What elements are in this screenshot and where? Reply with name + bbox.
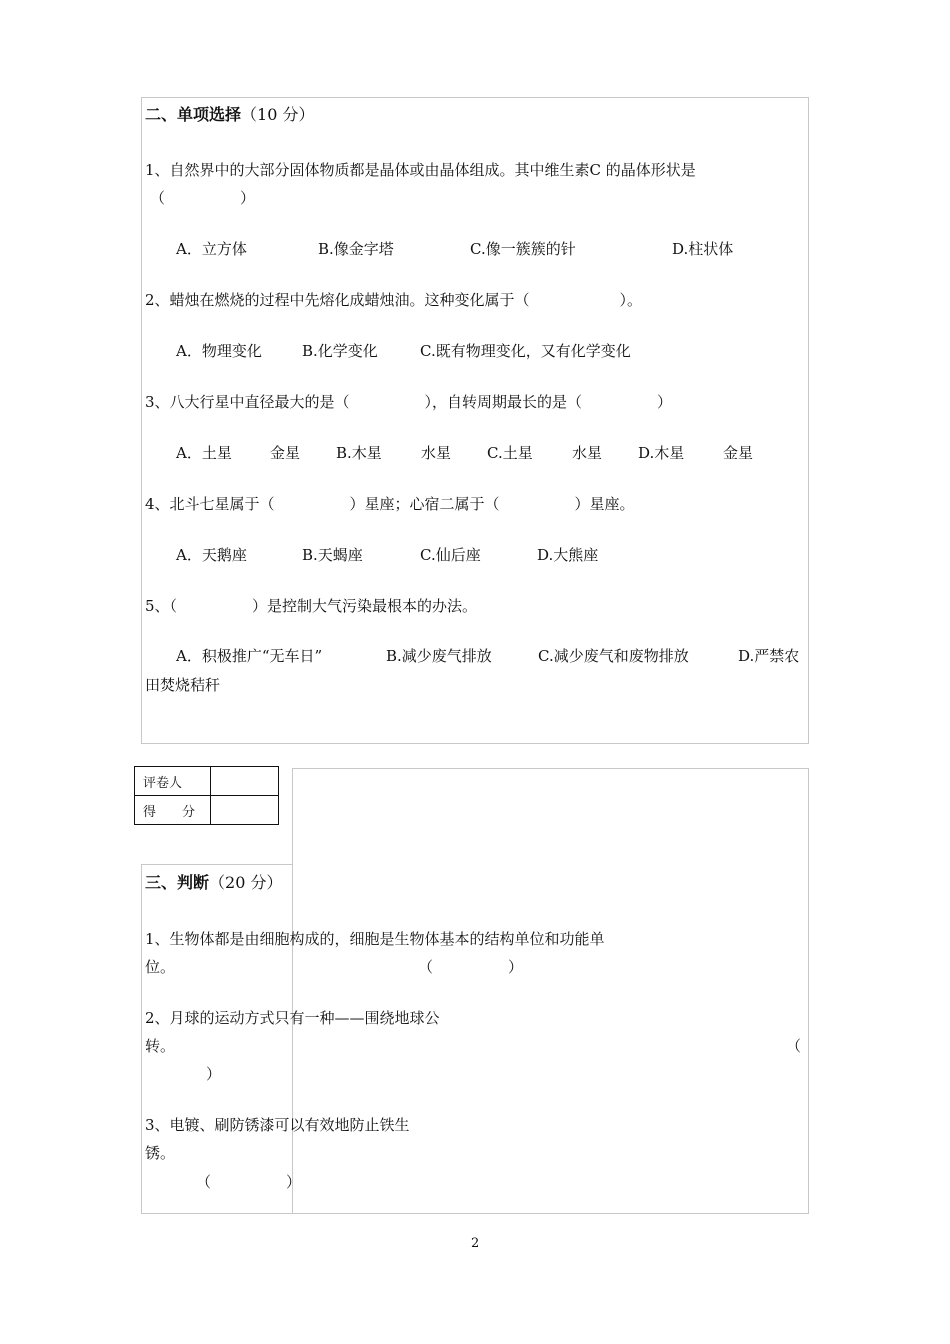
section3-frame-body xyxy=(141,864,809,1214)
question-text: 2、蜡烛在燃烧的过程中先熔化成蜡烛油。这种变化属于（ ）。 xyxy=(145,291,643,309)
score-label: 得 分 xyxy=(135,796,211,825)
score-field[interactable] xyxy=(211,796,279,825)
option-b: B.化学变化 xyxy=(302,342,378,360)
judgment-blank: （ ） xyxy=(196,1173,302,1191)
judgment-text-wrap: 锈。 xyxy=(145,1144,176,1162)
option-d-wrap: 田焚烧秸秆 xyxy=(145,676,221,694)
reviewer-label: 评卷人 xyxy=(135,767,211,796)
option-c: C.像一簇簇的针 xyxy=(470,240,576,258)
question-text: 3、八大行星中直径最大的是（ ），自转周期最长的是（ ） xyxy=(145,393,673,411)
section2-title: 二、单项选择 xyxy=(145,105,242,124)
section3-title: 三、判断 xyxy=(145,873,210,892)
reviewer-field[interactable] xyxy=(211,767,279,796)
option-c: C.减少废气和废物排放 xyxy=(538,647,689,665)
option-a: A．积极推广“无车日” xyxy=(176,647,323,665)
option-a-second: 金星 xyxy=(270,444,301,462)
score-row xyxy=(135,796,279,825)
question-text: 4、北斗七星属于（ ）星座；心宿二属于（ ）星座。 xyxy=(145,495,635,513)
option-a: A．天鹅座 xyxy=(176,546,247,564)
frame-step-horizontal xyxy=(141,864,293,865)
reviewer-row xyxy=(135,767,279,796)
page-number: 2 xyxy=(471,1236,480,1251)
judgment-blank-close: ） xyxy=(206,1065,222,1083)
frame-step-vertical xyxy=(292,768,293,865)
score-table xyxy=(134,766,279,825)
option-d-second: 金星 xyxy=(723,444,754,462)
section2-points: （10 分） xyxy=(241,105,315,124)
option-a: A．土星 xyxy=(176,444,232,462)
section2-heading xyxy=(145,104,314,126)
option-b: B.木星 xyxy=(336,444,382,462)
option-b: B.像金字塔 xyxy=(318,240,394,258)
option-c: C.既有物理变化，又有化学变化 xyxy=(420,342,631,360)
option-d: D.严禁农 xyxy=(738,647,800,665)
judgment-text: 1、生物体都是由细胞构成的，细胞是生物体基本的结构单位和功能单 xyxy=(145,930,605,948)
option-a: A．立方体 xyxy=(176,240,247,258)
judgment-blank: （ ） xyxy=(418,958,524,976)
option-c: C.土星 xyxy=(487,444,533,462)
judgment-text-wrap: 位。 xyxy=(145,958,176,976)
section3-heading xyxy=(145,872,282,894)
option-b: B.减少废气排放 xyxy=(386,647,492,665)
option-d: D.木星 xyxy=(638,444,685,462)
option-c-second: 水星 xyxy=(572,444,603,462)
judgment-text-wrap: 转。 xyxy=(145,1037,176,1055)
option-b: B.天蝎座 xyxy=(302,546,363,564)
answer-blank: （ ） xyxy=(150,189,256,207)
option-b-second: 水星 xyxy=(421,444,452,462)
option-d: D.大熊座 xyxy=(537,546,599,564)
question-text: 1、自然界中的大部分固体物质都是晶体或由晶体组成。其中维生素C 的晶体形状是 xyxy=(145,161,696,179)
option-d: D.柱状体 xyxy=(672,240,734,258)
judgment-text: 3、电镀、刷防锈漆可以有效地防止铁生 xyxy=(145,1116,410,1134)
judgment-blank-open: （ xyxy=(786,1037,802,1055)
option-a: A．物理变化 xyxy=(176,342,262,360)
section3-points: （20 分） xyxy=(209,873,283,892)
question-text: 5、（ ）是控制大气污染最根本的办法。 xyxy=(145,597,478,615)
option-c: C.仙后座 xyxy=(420,546,481,564)
judgment-text: 2、月球的运动方式只有一种——围绕地球公 xyxy=(145,1009,440,1027)
